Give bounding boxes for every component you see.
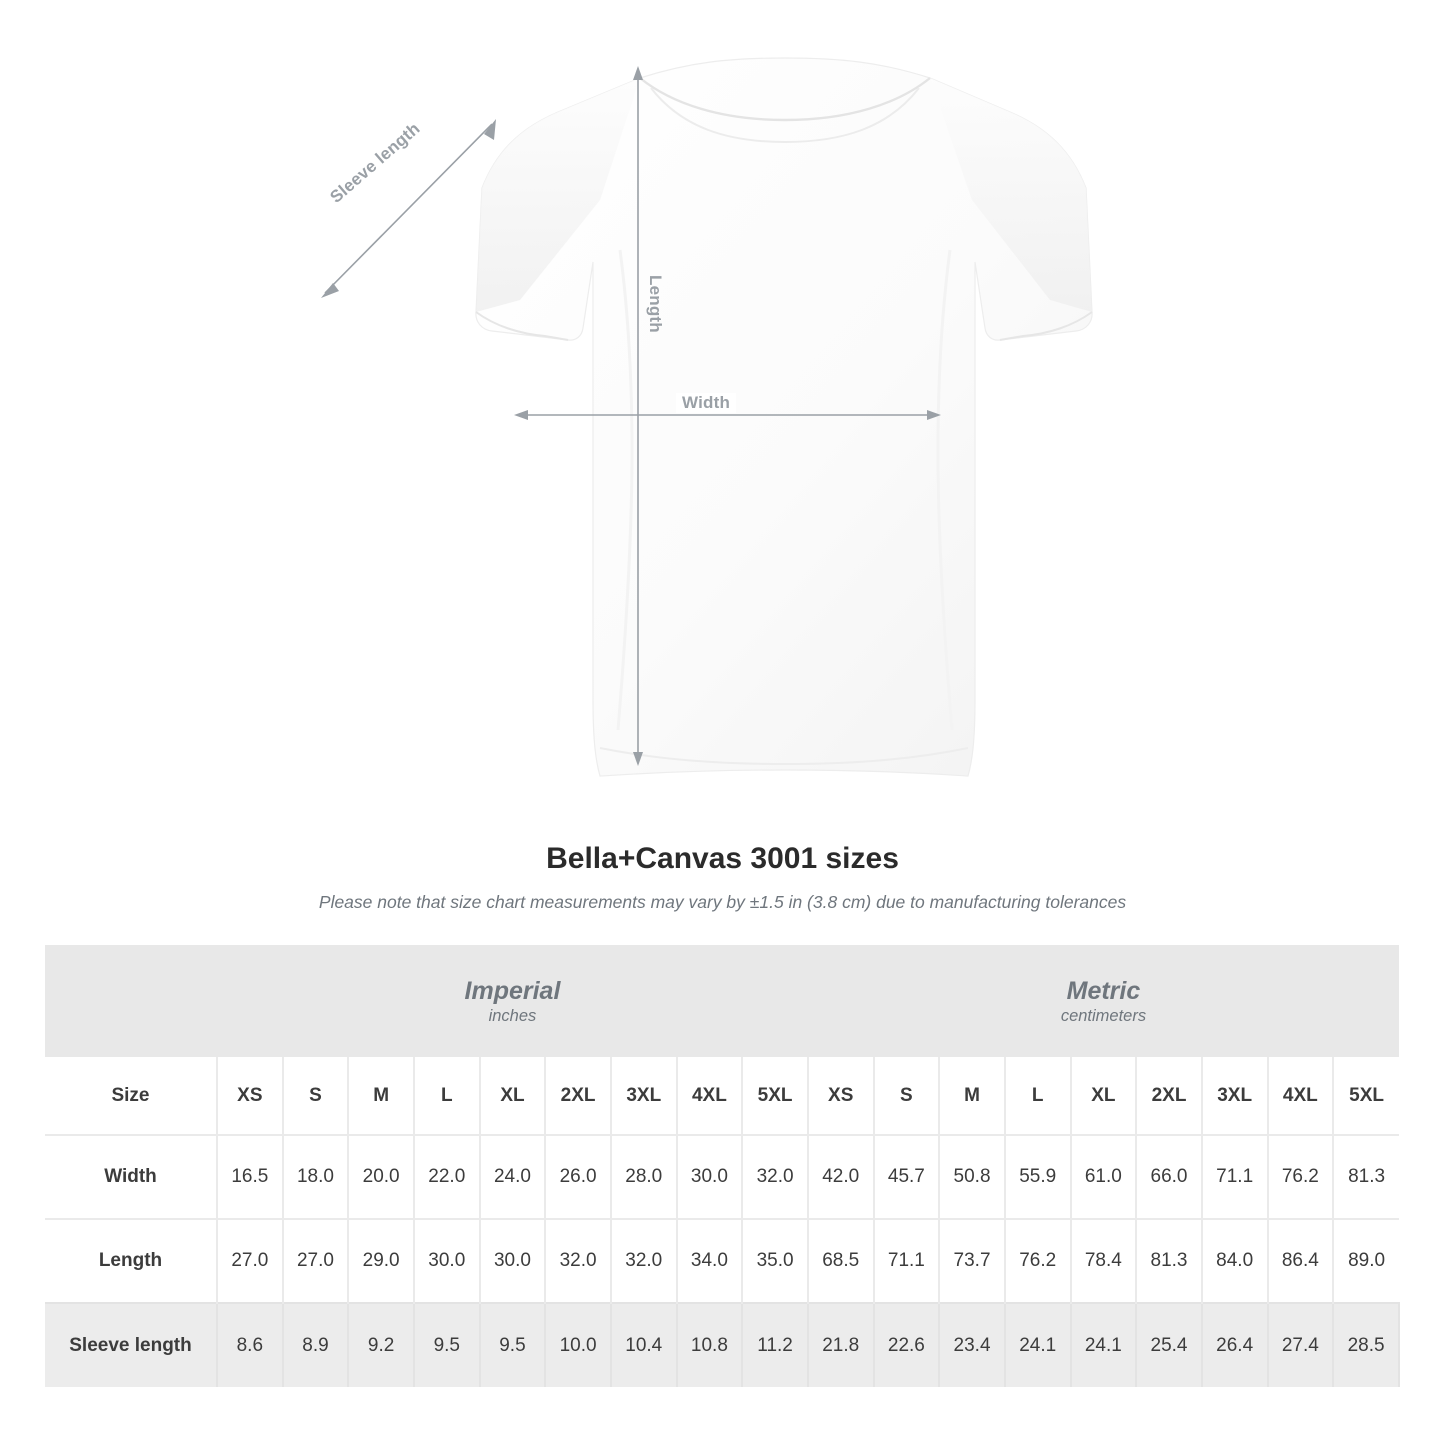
size-header-met-3xl: 3XL	[1202, 1057, 1268, 1135]
cell-sleeve-met-xl: 24.1	[1071, 1303, 1137, 1387]
row-label-width: Width	[45, 1135, 217, 1219]
imperial-system-label: Imperial	[464, 976, 561, 1005]
cell-width-imp-2xl: 26.0	[545, 1135, 611, 1219]
cell-width-imp-3xl: 28.0	[611, 1135, 677, 1219]
sleeve-length-dimension-label: Sleeve length	[326, 118, 424, 207]
cell-length-met-m: 73.7	[939, 1219, 1005, 1303]
cell-sleeve-imp-4xl: 10.8	[677, 1303, 743, 1387]
size-header-met-l: L	[1005, 1057, 1071, 1135]
size-header-imp-2xl: 2XL	[545, 1057, 611, 1135]
cell-width-imp-xl: 24.0	[480, 1135, 546, 1219]
metric-system-label: Metric	[1066, 976, 1141, 1005]
size-header-met-2xl: 2XL	[1136, 1057, 1202, 1135]
cell-length-met-l: 76.2	[1005, 1219, 1071, 1303]
cell-width-met-4xl: 76.2	[1268, 1135, 1334, 1219]
cell-length-imp-s: 27.0	[283, 1219, 349, 1303]
cell-width-met-s: 45.7	[874, 1135, 940, 1219]
cell-sleeve-imp-3xl: 10.4	[611, 1303, 677, 1387]
size-chart-table	[45, 945, 1400, 1387]
cell-width-met-5xl: 81.3	[1333, 1135, 1399, 1219]
size-header-met-xs: XS	[808, 1057, 874, 1135]
cell-sleeve-met-xs: 21.8	[808, 1303, 874, 1387]
imperial-header	[217, 945, 808, 1057]
imperial-unit-label: inches	[488, 1007, 537, 1026]
size-header-imp-3xl: 3XL	[611, 1057, 677, 1135]
width-dimension-label: Width	[676, 393, 736, 413]
row-label-sleeve-length: Sleeve length	[45, 1303, 217, 1387]
cell-width-met-xs: 42.0	[808, 1135, 874, 1219]
length-dimension-label: Length	[646, 275, 665, 333]
cell-length-imp-3xl: 32.0	[611, 1219, 677, 1303]
cell-sleeve-met-s: 22.6	[874, 1303, 940, 1387]
size-header-imp-m: M	[348, 1057, 414, 1135]
cell-sleeve-met-l: 24.1	[1005, 1303, 1071, 1387]
cell-length-met-xl: 78.4	[1071, 1219, 1137, 1303]
cell-length-imp-5xl: 35.0	[742, 1219, 808, 1303]
cell-sleeve-imp-xs: 8.6	[217, 1303, 283, 1387]
cell-sleeve-met-m: 23.4	[939, 1303, 1005, 1387]
cell-sleeve-imp-2xl: 10.0	[545, 1303, 611, 1387]
cell-length-met-5xl: 89.0	[1333, 1219, 1399, 1303]
cell-sleeve-imp-xl: 9.5	[480, 1303, 546, 1387]
cell-width-met-3xl: 71.1	[1202, 1135, 1268, 1219]
table-row	[45, 1303, 1399, 1387]
page-title: Bella+Canvas 3001 sizes	[546, 842, 899, 875]
table-row	[45, 1135, 1399, 1219]
cell-width-imp-4xl: 30.0	[677, 1135, 743, 1219]
cell-length-imp-4xl: 34.0	[677, 1219, 743, 1303]
cell-length-imp-m: 29.0	[348, 1219, 414, 1303]
cell-length-imp-l: 30.0	[414, 1219, 480, 1303]
tolerance-note: Please note that size chart measurements may vary by ±1.5 in (3.8 cm) due to manufacturing tolerances	[318, 892, 1127, 912]
cell-width-imp-m: 20.0	[348, 1135, 414, 1219]
size-header-imp-5xl: 5XL	[742, 1057, 808, 1135]
size-header-met-5xl: 5XL	[1333, 1057, 1399, 1135]
cell-width-met-m: 50.8	[939, 1135, 1005, 1219]
cell-length-met-3xl: 84.0	[1202, 1219, 1268, 1303]
unit-header-spacer	[45, 945, 217, 1057]
cell-sleeve-imp-l: 9.5	[414, 1303, 480, 1387]
cell-sleeve-imp-s: 8.9	[283, 1303, 349, 1387]
metric-unit-label: centimeters	[1060, 1007, 1147, 1026]
cell-width-met-2xl: 66.0	[1136, 1135, 1202, 1219]
size-header-imp-4xl: 4XL	[677, 1057, 743, 1135]
cell-sleeve-met-4xl: 27.4	[1268, 1303, 1334, 1387]
size-header-imp-xs: XS	[217, 1057, 283, 1135]
size-header-row	[45, 1057, 1399, 1135]
cell-width-imp-s: 18.0	[283, 1135, 349, 1219]
cell-width-met-xl: 61.0	[1071, 1135, 1137, 1219]
cell-width-imp-l: 22.0	[414, 1135, 480, 1219]
size-header-met-m: M	[939, 1057, 1005, 1135]
size-column-header: Size	[45, 1057, 217, 1135]
cell-sleeve-imp-5xl: 11.2	[742, 1303, 808, 1387]
size-header-imp-xl: XL	[480, 1057, 546, 1135]
size-header-met-s: S	[874, 1057, 940, 1135]
cell-length-imp-xl: 30.0	[480, 1219, 546, 1303]
unit-header-row	[45, 945, 1399, 1057]
cell-width-met-l: 55.9	[1005, 1135, 1071, 1219]
shirt-shape	[476, 58, 1092, 776]
row-label-length: Length	[45, 1219, 217, 1303]
cell-length-imp-xs: 27.0	[217, 1219, 283, 1303]
cell-length-imp-2xl: 32.0	[545, 1219, 611, 1303]
cell-sleeve-imp-m: 9.2	[348, 1303, 414, 1387]
table-row	[45, 1219, 1399, 1303]
size-header-met-xl: XL	[1071, 1057, 1137, 1135]
metric-header	[808, 945, 1399, 1057]
cell-width-imp-5xl: 32.0	[742, 1135, 808, 1219]
size-header-imp-l: L	[414, 1057, 480, 1135]
cell-length-met-xs: 68.5	[808, 1219, 874, 1303]
cell-length-met-2xl: 81.3	[1136, 1219, 1202, 1303]
size-header-met-4xl: 4XL	[1268, 1057, 1334, 1135]
cell-length-met-s: 71.1	[874, 1219, 940, 1303]
size-chart-table-wrap	[45, 945, 1400, 1387]
chart-heading-block	[0, 842, 1445, 913]
cell-length-met-4xl: 86.4	[1268, 1219, 1334, 1303]
cell-sleeve-met-2xl: 25.4	[1136, 1303, 1202, 1387]
cell-sleeve-met-3xl: 26.4	[1202, 1303, 1268, 1387]
size-header-imp-s: S	[283, 1057, 349, 1135]
cell-sleeve-met-5xl: 28.5	[1333, 1303, 1399, 1387]
cell-width-imp-xs: 16.5	[217, 1135, 283, 1219]
